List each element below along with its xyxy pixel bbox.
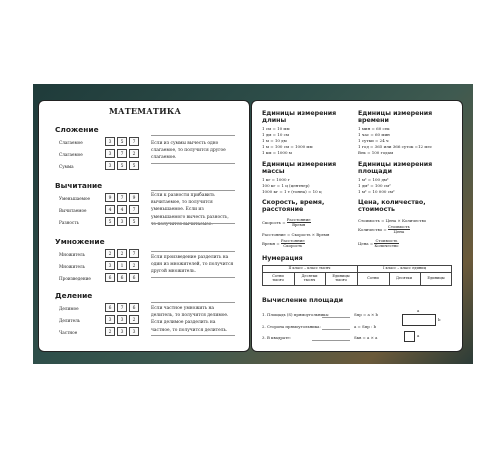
division-rule: Если частное умножить на делитель, то получится делимое. Если делимое разделить на частное, то получится делитель. <box>151 306 229 333</box>
subtraction-heading: Вычитание <box>55 181 103 190</box>
divider <box>151 251 235 252</box>
divider <box>151 135 235 136</box>
class-thousands: II класс – класс тысяч <box>288 266 331 270</box>
quantity-formula: Количество = $\frac{\text{Стоимость}}{\text{Цена}}$ <box>358 224 410 235</box>
price-heading: Цена, количество, стоимость <box>358 199 426 213</box>
multiplication-rule: Если произведение разделить на один из множителей, то получится другой множитель. <box>151 255 234 275</box>
mass-heading: Единицы измерения массы <box>262 161 337 175</box>
divider <box>151 163 235 164</box>
time-formula: Время = $\frac{\text{Расстояние}}{\text{Скорость}}$ <box>262 238 305 249</box>
rectangle-figure <box>402 314 436 326</box>
math-page-left: МАТЕМАТИКА Сложение Слагаемое 3 5 7 Слагаемое 3 7 2 Сумма 3 5 5 Если из суммы вычесть одно слагаемое, то получится другое слагаемое. Вычитание Уменьшаемое 9 7 9 Вычитаемое 4 4 7 Разность 5 3 5 Если к разности прибавить вычитаемое, то получится уменьшаемое. Если из уменьшаемого вычесть разность, то получится вычитаемое. Умножение Множитель 2 2 7 Множитель 3 1 2 Произведение 6 6 6 Если произведение разделить на один из множителей, то получится другой множитель. Деление Делимое 6 7 6 Делитель 3 3 2 Частное 2 3 3 Если частное умножить на делитель, то получится делимое. Если делимое разделить на частное, то получится делитель. <box>38 100 250 352</box>
divider <box>151 335 235 336</box>
subtraction-rule: Если к разности прибавить вычитаемое, то получится уменьшаемое. Если из уменьшаемого вычесть разность, то получится вычитаемое. <box>151 193 229 227</box>
price-formula: Цена = $\frac{\text{Стоимость}}{\text{Количество}}$ <box>358 238 399 249</box>
divider <box>151 277 235 278</box>
area-units-heading: Единицы измерения площади <box>358 161 433 175</box>
speed-formula: Скорость = $\frac{\text{Расстояние}}{\text{Время}}$ <box>262 217 311 228</box>
time-heading: Единицы измерения времени <box>358 110 433 124</box>
speed-heading: Скорость, время, расстояние <box>262 199 325 213</box>
square-figure <box>404 331 415 342</box>
length-heading: Единицы измерения длины <box>262 110 337 124</box>
addition-rule: Если из суммы вычесть одно слагаемое, то получится другое слагаемое. <box>151 141 226 161</box>
multiplication-heading: Умножение <box>55 237 105 246</box>
class-units: I класс – класс единиц <box>382 266 427 270</box>
divider <box>151 190 235 191</box>
cost-formula: Стоимость = Цена × Количество <box>358 218 427 223</box>
area-calc-heading: Вычисление площади <box>262 297 344 304</box>
divider <box>151 302 235 303</box>
page-title: МАТЕМАТИКА <box>108 106 182 116</box>
numeration-heading: Нумерация <box>262 255 303 262</box>
divider <box>151 223 235 224</box>
division-heading: Деление <box>55 291 93 300</box>
distance-formula: Расстояние = Скорость × Время <box>262 232 330 237</box>
addition-heading: Сложение <box>55 125 99 134</box>
math-page-right: Единицы измерения длины Единицы измерения времени 1 см = 10 мм 1 дм = 10 см 1 м = 10 дм 1 м = 100 см = 1000 мм 1 км = 1000 м 1 мин = 60 сек 1 час = 60 мин 1 сутки = 24 ч 1 год = 365 или 366 суток =12 мес Век = 100 годам Единицы измерения массы Единицы измерения площади 1 кг = 1000 г 100 кг = 1 ц (центнер) 1000 кг = 1 т (тонна) = 10 ц 1 м² = 100 дм² 1 дм² = 100 см² 1 м² = 10 000 см² Скорость, время, расстояние Скорость = $\frac{\text{Расстояние}}{\text{Время}}$ Расстояние = Скорость × Время Время = $\frac{\text{Расстояние}}{\text{Скорость}}$ Цена, количество, стоимость Стоимость = Цена × Количество Количество = $\frac{\text{Стоимость}}{\text{Цена}}$ Цена = $\frac{\text{Стоимость}}{\text{Количество}}$ Нумерация II класс – класс тысяч I класс – класс единиц Сотни тысяч Десятки тысяч Единицы тысяч Сотни Десятки Единицы Вычисление площади 1. Площадь (S) прямоугольника: Sпр = a × b 2. Сторона прямоугольника: a = Sпр : b 3. В квадрате: Sкв = a × a a b a <box>251 100 463 352</box>
